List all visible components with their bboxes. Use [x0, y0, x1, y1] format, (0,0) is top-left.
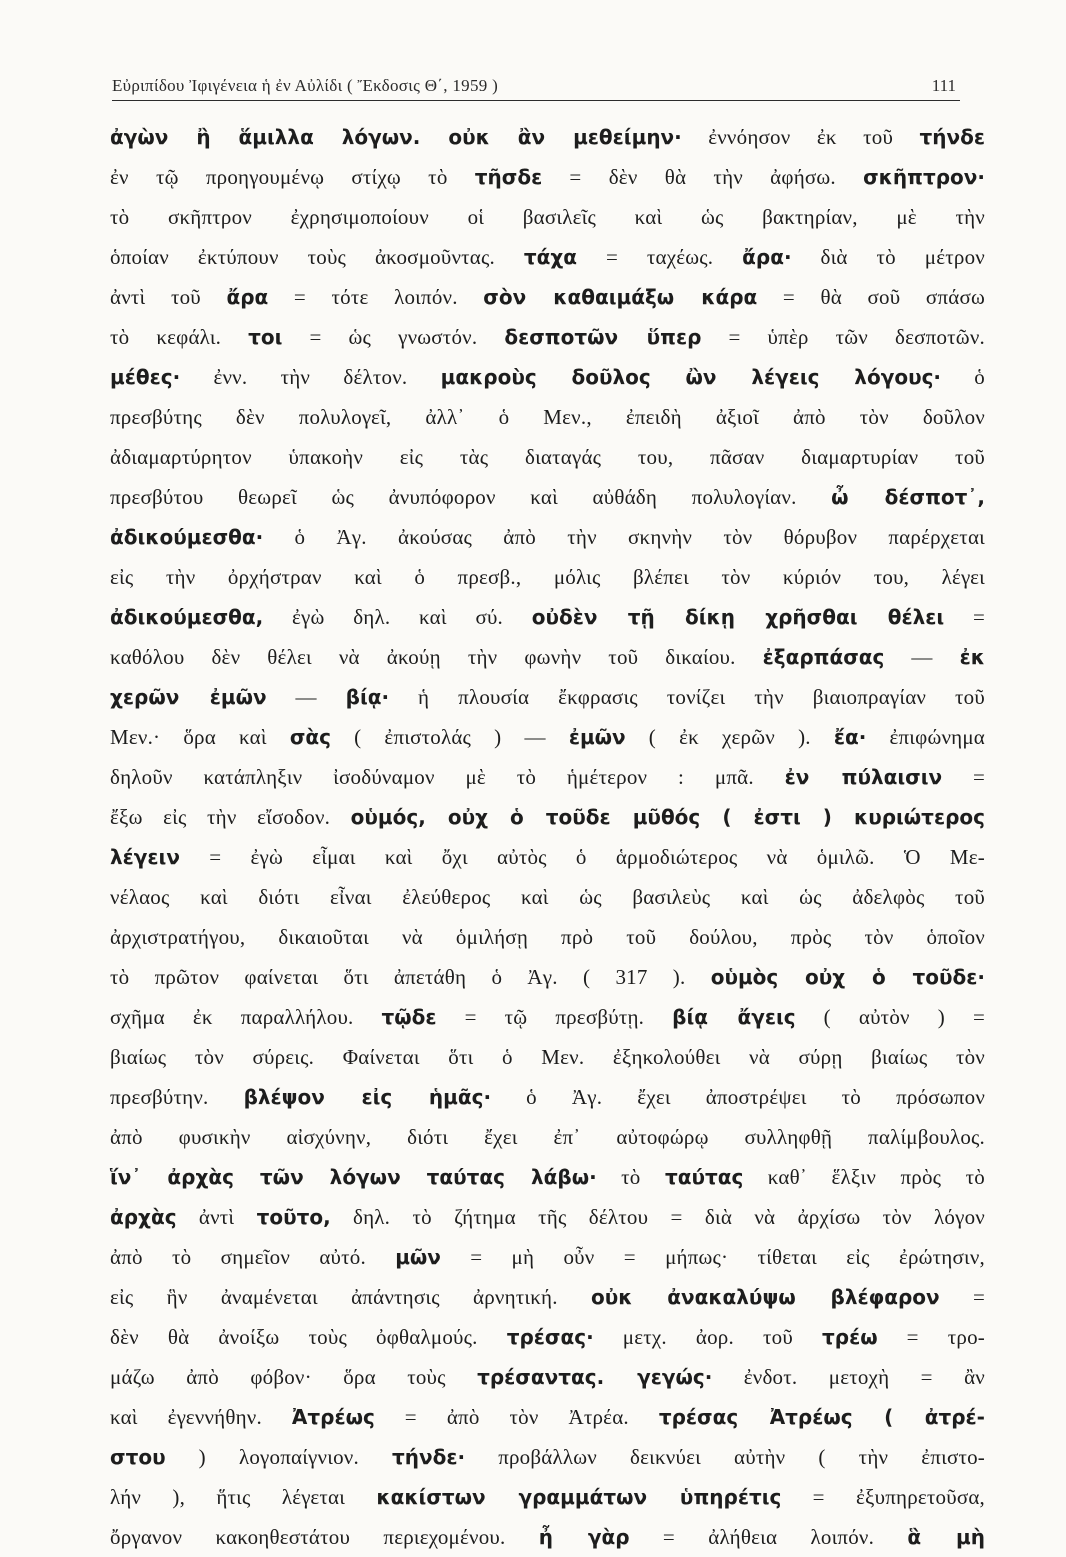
text-line	[110, 837, 985, 877]
lemma-term: τρέω	[822, 1325, 878, 1349]
gloss-text: ἐνν. τὴν δέλτον.	[180, 365, 441, 389]
lemma-term: σὰς	[289, 725, 331, 749]
lemma-term: βλέψον εἰς ἡμᾶς·	[243, 1085, 492, 1109]
text-line	[110, 597, 985, 637]
text-line	[110, 1037, 985, 1077]
lemma-term: οὑμὸς οὐχ ὁ τοῦδε·	[710, 965, 985, 989]
header-rule	[112, 100, 960, 101]
gloss-text: Μεν.· ὅρα καὶ	[110, 725, 290, 749]
gloss-text: διὰ τὸ μέτρον	[791, 245, 985, 269]
lemma-term: ἔα·	[833, 725, 867, 749]
text-line	[110, 1517, 985, 1557]
gloss-text: —	[266, 685, 346, 709]
gloss-text: ἡ πλουσία ἔκφρασις τονίζει τὴν βιαιοπραγίαν τοῦ	[389, 685, 985, 709]
text-line	[110, 477, 985, 517]
text-line	[110, 997, 985, 1037]
text-line	[110, 397, 985, 437]
text-line	[110, 1157, 985, 1197]
lemma-term: τῷδε	[381, 1005, 437, 1029]
gloss-text: προβάλλων δεικνύει αὐτὴν ( τὴν ἐπιστο-	[465, 1445, 986, 1469]
commentary-text	[110, 117, 986, 1549]
text-line	[110, 757, 985, 797]
text-line	[110, 1397, 985, 1437]
lemma-term: ἃ μὴ	[907, 1525, 985, 1549]
text-line	[110, 1077, 985, 1117]
gloss-text: μάζω ἀπὸ φόβον· ὅρα τοὺς	[110, 1365, 478, 1389]
gloss-text: = ἐξυπηρετοῦσα,	[781, 1485, 986, 1509]
lemma-term: τῆσδε	[474, 165, 543, 189]
gloss-text: =	[939, 1285, 986, 1309]
gloss-text: ὁ	[941, 365, 986, 389]
lemma-term: τρέσας Ἀτρέως ( ἀτρέ-	[658, 1405, 985, 1429]
gloss-text: ἀπὸ τὸ σημεῖον αὐτό.	[110, 1245, 396, 1269]
lemma-term: τρέσαντας. γεγώς·	[477, 1365, 713, 1389]
gloss-text: —	[884, 645, 960, 669]
text-line	[110, 1237, 985, 1277]
text-line	[110, 797, 985, 837]
text-line	[110, 1477, 985, 1517]
gloss-text: καὶ ἐγεννήθην.	[110, 1405, 292, 1429]
lemma-term: ἐκ	[959, 645, 985, 669]
lemma-term: τάχα	[523, 245, 578, 269]
lemma-term: δεσποτῶν ὕπερ	[504, 325, 702, 349]
gloss-text: =	[942, 765, 985, 789]
lemma-term: οὑμός, οὐχ ὁ τοῦδε μῦθός ( ἐστι ) κυριώτερος	[350, 805, 985, 829]
gloss-text: λήν ), ἥτις λέγεται	[110, 1485, 377, 1509]
lemma-term: ἐν πύλαισιν	[784, 765, 943, 789]
gloss-text: τὸ κεφάλι.	[110, 325, 249, 349]
lemma-term: ἄρα	[226, 285, 269, 309]
gloss-text: = μὴ οὖν = μήπως· τίθεται εἰς ἐρώτησιν,	[440, 1245, 985, 1269]
gloss-text: = ἀπὸ τὸν Ἀτρέα.	[374, 1405, 659, 1429]
gloss-text: ἀδιαμαρτύρητον ὑπακοὴν εἰς τὰς διαταγάς του, πᾶσαν διαμαρτυρίαν τοῦ	[110, 445, 985, 469]
running-title: Εὐριπίδου Ἰφιγένεια ἡ ἐν Αὐλίδι ( Ἔκδοσις Θ΄, 1959 )	[112, 76, 499, 95]
gloss-text: ( ἐκ χερῶν ).	[625, 725, 834, 749]
lemma-term: ἄρα·	[742, 245, 792, 269]
lemma-term: τρέσας·	[506, 1325, 594, 1349]
gloss-text: ἔξω εἰς τὴν εἴσοδον.	[110, 805, 351, 829]
text-line	[110, 517, 985, 557]
text-line	[110, 197, 985, 237]
lemma-term: μῶν	[395, 1245, 441, 1269]
gloss-text: = τῷ πρεσβύτῃ.	[436, 1005, 673, 1029]
lemma-term: τοῦτο,	[256, 1205, 331, 1229]
gloss-text: πρεσβύτην.	[110, 1085, 244, 1109]
gloss-text: ἐγὼ δηλ. καὶ σύ.	[263, 605, 532, 629]
gloss-text: τὸ σκῆπτρον ἐχρησιμοποίουν οἱ βασιλεῖς καὶ ὡς βακτηρίαν, μὲ τὴν	[110, 205, 985, 229]
lemma-term: μέθες·	[110, 365, 181, 389]
gloss-text: ὁ Ἀγ. ἀκούσας ἀπὸ τὴν σκηνὴν τὸν θόρυβον παρέρχεται	[263, 525, 985, 549]
gloss-text: ὄργανον κακοηθεστάτου περιεχομένου.	[110, 1525, 539, 1549]
lemma-term: ἀρχὰς	[110, 1205, 177, 1229]
lemma-term: ὦ δέσποτ᾽,	[831, 485, 986, 509]
text-line	[110, 1197, 985, 1237]
lemma-term: ταύτας	[664, 1165, 744, 1189]
gloss-text: ἀντὶ	[176, 1205, 257, 1229]
text-line	[110, 677, 985, 717]
gloss-text: = τότε λοιπόν.	[268, 285, 484, 309]
gloss-text: = ὡς γνωστόν.	[282, 325, 505, 349]
gloss-text: καθ᾽ ἕλξιν πρὸς τὸ	[743, 1165, 985, 1189]
gloss-text: ὁ Ἀγ. ἔχει ἀποστρέψει τὸ πρόσωπον	[491, 1085, 986, 1109]
gloss-text: ἀντὶ τοῦ	[110, 285, 227, 309]
gloss-text: ( ἐπιστολάς ) —	[331, 725, 569, 749]
gloss-text: =	[944, 605, 985, 629]
lemma-term: τήνδε·	[392, 1445, 466, 1469]
text-line	[110, 237, 985, 277]
gloss-text: νέλαος καὶ διότι εἶναι ἐλεύθερος καὶ ὡς βασιλεὺς καὶ ὡς ἀδελφὸς τοῦ	[110, 885, 985, 909]
lemma-term: βίᾳ·	[345, 685, 390, 709]
text-line	[110, 917, 985, 957]
lemma-term: ἦ γὰρ	[538, 1525, 630, 1549]
gloss-text: τὸ	[596, 1165, 665, 1189]
lemma-term: βίᾳ ἄγεις	[672, 1005, 796, 1029]
lemma-term: λέγειν	[110, 845, 180, 869]
gloss-text: ἐν τῷ προηγουμένῳ στίχῳ τὸ	[110, 165, 475, 189]
text-line	[110, 637, 985, 677]
text-line	[110, 1117, 985, 1157]
text-line	[110, 357, 985, 397]
lemma-term: ἐμῶν	[568, 725, 626, 749]
text-line	[110, 957, 985, 997]
lemma-term: ἀδικούμεσθα·	[110, 525, 264, 549]
text-line	[110, 877, 985, 917]
gloss-text: = ἀλήθεια λοιπόν.	[629, 1525, 908, 1549]
lemma-term: Ἀτρέως	[291, 1405, 375, 1429]
lemma-term: τήνδε	[919, 125, 985, 149]
gloss-text: ὁποίαν ἐκτύπουν τοὺς ἀκοσμοῦντας.	[110, 245, 524, 269]
gloss-text: = τρο-	[877, 1325, 986, 1349]
lemma-term: ἵν᾽ ἀρχὰς τῶν λόγων ταύτας λάβω·	[110, 1165, 597, 1189]
gloss-text: δηλ. τὸ ζήτημα τῆς δέλτου = διὰ νὰ ἀρχίσω τὸν λόγον	[330, 1205, 985, 1229]
gloss-text: πρεσβύτης δὲν πολυλογεῖ, ἀλλ᾽ ὁ Μεν., ἐπειδὴ ἀξιοῖ ἀπὸ τὸν δοῦλον	[110, 405, 985, 429]
gloss-text: = ὑπὲρ τῶν δεσποτῶν.	[701, 325, 985, 349]
gloss-text: δὲν θὰ ἀνοίξω τοὺς ὀφθαλμούς.	[110, 1325, 507, 1349]
lemma-term: οὐδὲν τῇ δίκῃ χρῆσθαι θέλει	[531, 605, 945, 629]
text-line	[110, 277, 985, 317]
lemma-term: τοι	[248, 325, 283, 349]
lemma-term: ἐξαρπάσας	[762, 645, 885, 669]
lemma-term: κακίστων γραμμάτων ὑπηρέτις	[376, 1485, 782, 1509]
lemma-term: χερῶν ἐμῶν	[110, 685, 267, 709]
text-line	[110, 557, 985, 597]
lemma-term: οὐκ ἀνακαλύψω βλέφαρον	[590, 1285, 940, 1309]
lemma-term: μακροὺς δοῦλος ὢν λέγεις λόγους·	[440, 365, 942, 389]
gloss-text: ( αὐτὸν ) =	[795, 1005, 985, 1029]
gloss-text: ἐπιφώνημα	[866, 725, 985, 749]
gloss-text: μετχ. ἀορ. τοῦ	[593, 1325, 822, 1349]
lemma-term: στου	[110, 1445, 166, 1469]
gloss-text: βιαίως τὸν σύρεις. Φαίνεται ὅτι ὁ Μεν. ἐξηκολούθει νὰ σύρῃ βιαίως τὸν	[110, 1045, 985, 1069]
gloss-text: τὸ πρῶτον φαίνεται ὅτι ἀπετάθη ὁ Ἀγ. ( 317 ).	[110, 965, 711, 989]
text-line	[110, 317, 985, 357]
lemma-term: ἀγὼν ἢ ἅμιλλα λόγων. οὐκ ἂν μεθείμην·	[110, 125, 682, 149]
text-line	[110, 717, 985, 757]
text-line	[110, 117, 985, 157]
gloss-text: = ταχέως.	[577, 245, 743, 269]
gloss-text: = δὲν θὰ τὴν ἀφήσω.	[542, 165, 864, 189]
gloss-text: ἀρχιστρατήγου, δικαιοῦται νὰ ὁμιλήσῃ πρὸ τοῦ δούλου, πρὸς τὸν ὁποῖον	[110, 925, 985, 949]
gloss-text: εἰς τὴν ὀρχήστραν καὶ ὁ πρεσβ., μόλις βλέπει τὸν κύριόν του, λέγει	[110, 565, 985, 589]
text-line	[110, 1277, 985, 1317]
running-header	[112, 72, 960, 100]
text-line	[110, 1317, 985, 1357]
gloss-text: ἐννόησον ἐκ τοῦ	[681, 125, 920, 149]
gloss-text: ) λογοπαίγνιον.	[165, 1445, 393, 1469]
gloss-text: = ἐγὼ εἶμαι καὶ ὄχι αὐτὸς ὁ ἁρμοδιώτερος νὰ ὁμιλῶ. Ὁ Με-	[179, 845, 985, 869]
gloss-text: σχῆμα ἐκ παραλλήλου.	[110, 1005, 382, 1029]
gloss-text: δηλοῦν κατάπληξιν ἰσοδύναμον μὲ τὸ ἡμέτερον : μπᾶ.	[110, 765, 785, 789]
lemma-term: σκῆπτρον·	[863, 165, 985, 189]
text-line	[110, 437, 985, 477]
text-line	[110, 157, 985, 197]
text-line	[110, 1437, 985, 1477]
gloss-text: καθόλου δὲν θέλει νὰ ἀκούῃ τὴν φωνὴν τοῦ δικαίου.	[110, 645, 763, 669]
lemma-term: σὸν καθαιμάξω κάρα	[483, 285, 758, 309]
gloss-text: ἀπὸ φυσικὴν αἰσχύνην, διότι ἔχει ἐπ᾽ αὐτοφώρῳ συλληφθῇ παλίμβουλος.	[110, 1125, 985, 1149]
gloss-text: πρεσβύτου θεωρεῖ ὡς ἀνυπόφορον καὶ αὐθάδη πολυλογίαν.	[110, 485, 832, 509]
gloss-text: = θὰ σοῦ σπάσω	[757, 285, 985, 309]
gloss-text: εἰς ἣν ἀναμένεται ἀπάντησις ἀρνητική.	[110, 1285, 591, 1309]
gloss-text: ἐνδοτ. μετοχὴ = ἂν	[712, 1365, 985, 1389]
page-number: 111	[931, 76, 956, 95]
lemma-term: ἀδικούμεσθα,	[110, 605, 264, 629]
text-line	[110, 1357, 985, 1397]
